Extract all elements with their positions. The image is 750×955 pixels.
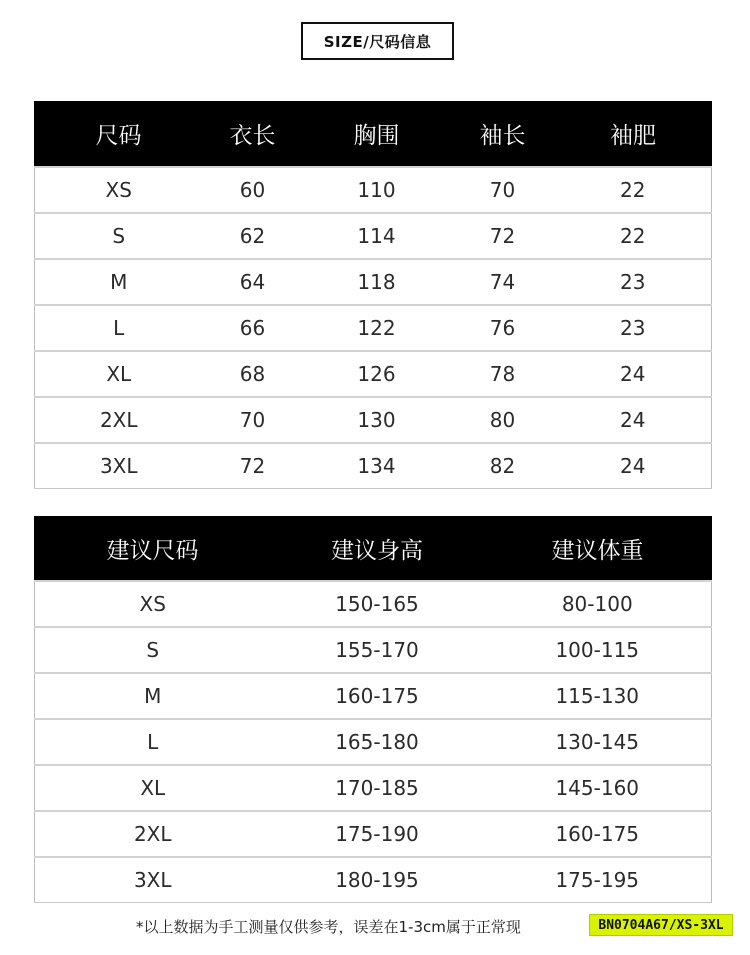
- table-cell: 60: [203, 167, 303, 213]
- table-cell: 24: [555, 443, 712, 489]
- table-row: [35, 719, 712, 765]
- table-cell: 23: [555, 259, 712, 305]
- table-cell: 80: [451, 397, 555, 443]
- header-size: 尺码: [35, 102, 203, 167]
- table-cell: 114: [303, 213, 451, 259]
- table-cell: 160-175: [271, 673, 484, 719]
- table-cell: 62: [203, 213, 303, 259]
- table-row: [35, 811, 712, 857]
- header-recommended-size: 建议尺码: [35, 517, 271, 581]
- table-cell: M: [35, 259, 203, 305]
- table-row: [35, 581, 712, 627]
- size-recommendation-table: [34, 516, 712, 903]
- header-sleeve-length: 袖长: [451, 102, 555, 167]
- table-cell: M: [35, 673, 271, 719]
- table-row: [35, 765, 712, 811]
- table-cell: 175-190: [271, 811, 484, 857]
- table-cell: XS: [35, 581, 271, 627]
- measurement-footnote: *以上数据为手工测量仅供参考，误差在1-3cm属于正常现: [136, 918, 521, 936]
- table-cell: 165-180: [271, 719, 484, 765]
- header-chest: 胸围: [303, 102, 451, 167]
- table-cell: S: [35, 627, 271, 673]
- table-header-row: [35, 102, 712, 167]
- page-title: SIZE/尺码信息: [301, 22, 454, 60]
- table-cell: 2XL: [35, 397, 203, 443]
- header-recommended-height: 建议身高: [271, 517, 484, 581]
- table-row: [35, 259, 712, 305]
- table-cell: 22: [555, 167, 712, 213]
- table-cell: 145-160: [484, 765, 712, 811]
- table-cell: 155-170: [271, 627, 484, 673]
- table-cell: 24: [555, 351, 712, 397]
- header-length: 衣长: [203, 102, 303, 167]
- table-cell: 68: [203, 351, 303, 397]
- table-row: [35, 443, 712, 489]
- table-cell: 100-115: [484, 627, 712, 673]
- table-cell: 72: [451, 213, 555, 259]
- table-cell: S: [35, 213, 203, 259]
- table-cell: 130-145: [484, 719, 712, 765]
- table-cell: 66: [203, 305, 303, 351]
- table-cell: 134: [303, 443, 451, 489]
- table-row: [35, 305, 712, 351]
- table-cell: XL: [35, 765, 271, 811]
- table-row: [35, 397, 712, 443]
- table-cell: 2XL: [35, 811, 271, 857]
- table-cell: 82: [451, 443, 555, 489]
- table-row: [35, 351, 712, 397]
- table-cell: 70: [451, 167, 555, 213]
- size-measurement-table: [34, 101, 712, 489]
- table-cell: 80-100: [484, 581, 712, 627]
- table-row: [35, 213, 712, 259]
- table-cell: 76: [451, 305, 555, 351]
- table-cell: L: [35, 305, 203, 351]
- table-cell: 72: [203, 443, 303, 489]
- table-row: [35, 857, 712, 903]
- table-row: [35, 673, 712, 719]
- table-cell: 64: [203, 259, 303, 305]
- table-row: [35, 627, 712, 673]
- table-cell: 3XL: [35, 443, 203, 489]
- table-cell: 115-130: [484, 673, 712, 719]
- table-cell: 160-175: [484, 811, 712, 857]
- table-cell: 24: [555, 397, 712, 443]
- table-cell: 22: [555, 213, 712, 259]
- table-cell: XS: [35, 167, 203, 213]
- table-cell: 175-195: [484, 857, 712, 903]
- table-cell: XL: [35, 351, 203, 397]
- product-code-badge: BN0704A67/XS-3XL: [589, 914, 733, 936]
- table-cell: 118: [303, 259, 451, 305]
- table-cell: 3XL: [35, 857, 271, 903]
- table-row: [35, 167, 712, 213]
- table-cell: 170-185: [271, 765, 484, 811]
- header-recommended-weight: 建议体重: [484, 517, 712, 581]
- table-cell: 74: [451, 259, 555, 305]
- table-cell: 130: [303, 397, 451, 443]
- header-sleeve-width: 袖肥: [555, 102, 712, 167]
- table-cell: 70: [203, 397, 303, 443]
- table-cell: 150-165: [271, 581, 484, 627]
- table-cell: 180-195: [271, 857, 484, 903]
- table-cell: 78: [451, 351, 555, 397]
- table-cell: L: [35, 719, 271, 765]
- table-cell: 126: [303, 351, 451, 397]
- table-cell: 110: [303, 167, 451, 213]
- table-cell: 122: [303, 305, 451, 351]
- table-cell: 23: [555, 305, 712, 351]
- table-header-row: [35, 517, 712, 581]
